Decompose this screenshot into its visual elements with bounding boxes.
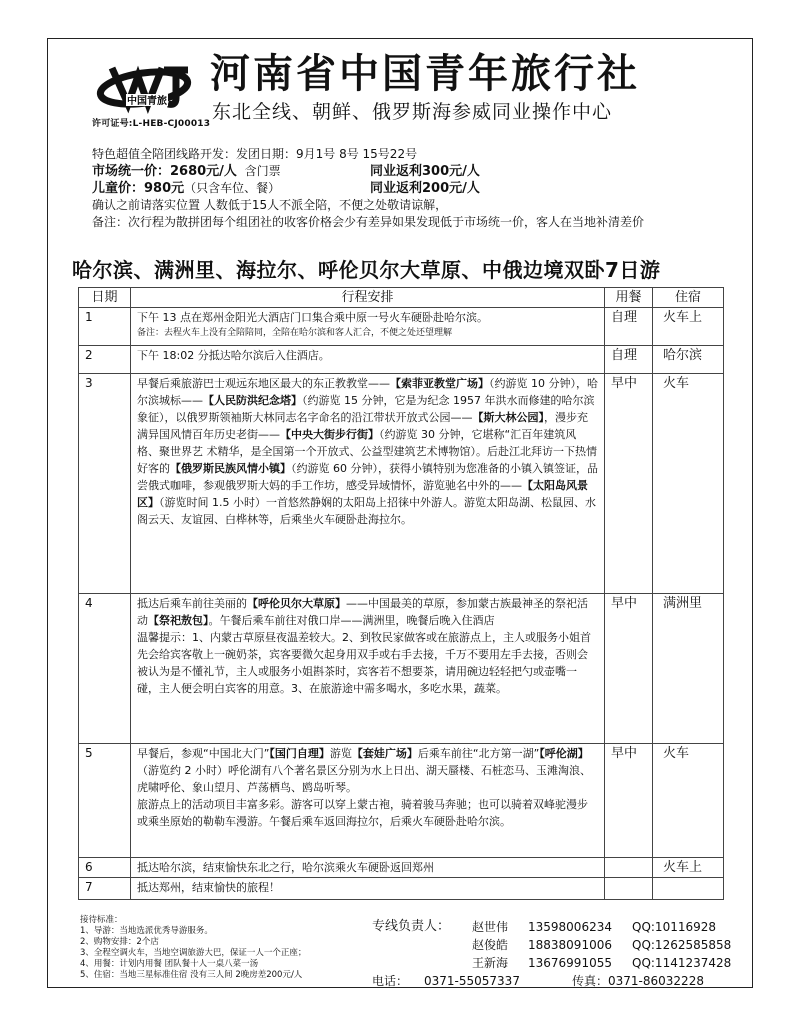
sight-russian-town: 【俄罗斯民族风情小镇】 <box>170 462 291 475</box>
day-note: 备注：去程火车上没有全陪陪同，全陪在哈尔滨和客人汇合，不便之处还望理解 <box>137 328 453 338</box>
company-logo <box>92 58 202 118</box>
day-meals <box>605 878 653 900</box>
tel-label: 电话： <box>372 974 409 988</box>
day-meals: 早中 <box>605 744 653 858</box>
day-lodging: 火车上 <box>653 858 724 878</box>
contact-qq: QQ:1141237428 <box>632 956 732 970</box>
sight-hulunbuir: 【呼伦贝尔大草原】 <box>247 597 346 610</box>
travel-tips: 温馨提示：1、内蒙古草原昼夜温差较大。2、到牧民家做客或在旅游点上，主人或服务小姐首先会给宾客敬上一碗奶茶，宾客要微欠起身用双手或右手去接，千万不要用左手去接，否则会被认为是不懂礼节，主人或服务小姐斟茶时，宾客若不想要茶，请用碗边轻轻把勺或壶嘴一碰，主人便会明白宾客的用意。3、在旅游途中需多喝水，多吃水果，蔬菜。 <box>137 631 591 695</box>
contact-phone: 13598006234 <box>528 920 612 934</box>
itinerary-table <box>78 287 724 900</box>
day-plan: 抵达郑州，结束愉快的旅程！ <box>131 878 605 900</box>
table-row <box>79 744 724 858</box>
day-plan: 抵达哈尔滨，结束愉快东北之行，哈尔滨乘火车硬卧返回郑州 <box>131 858 605 878</box>
service-meals: 4、用餐：计划内用餐 团队餐十人一桌八菜一汤 <box>80 959 259 969</box>
sight-stalin-park: 【斯大林公园】 <box>472 411 544 424</box>
day-lodging: 满洲里 <box>653 594 724 744</box>
adult-rebate: 同业返利300元/人 <box>370 164 480 179</box>
header-meals: 用餐 <box>605 288 653 308</box>
day-lodging: 哈尔滨 <box>653 346 724 374</box>
day-meals: 自理 <box>605 308 653 346</box>
service-guide: 1、导游：当地选派优秀导游服务。 <box>80 926 213 936</box>
day-meals: 早中 <box>605 374 653 594</box>
day-number: 7 <box>79 878 131 900</box>
contact-block <box>372 918 731 990</box>
service-standards <box>80 915 306 981</box>
departure-dates: 特色超值全陪团线路开发：发团日期：9月1号 8号 15号22号 <box>92 147 418 161</box>
day-meals: 早中 <box>605 594 653 744</box>
day-meals <box>605 858 653 878</box>
service-lodging: 5、住宿：当地三星标准住宿 没有三人间 2晚房差200元/人 <box>80 970 303 980</box>
license-number: 许可证号:L-HEB-CJ00013 <box>92 119 211 129</box>
day-plan: 下午 13 点在郑州金阳光大酒店门口集合乘中原一号火车硬卧赴哈尔滨。 备注：去程火车上没有全陪陪同，全陪在哈尔滨和客人汇合，不便之处还望理解 <box>131 308 605 346</box>
contact-name: 王新海 <box>472 956 509 970</box>
day-number: 5 <box>79 744 131 858</box>
contact-name: 赵俊皓 <box>472 938 509 952</box>
fax-label: 传真： <box>572 974 609 988</box>
header-date: 日期 <box>79 288 131 308</box>
sight-hulun-lake: 【呼伦湖】 <box>539 747 589 760</box>
day-lodging: 火车 <box>653 374 724 594</box>
fax-number: 0371-86032228 <box>608 974 704 988</box>
group-minimum-note: 确认之前请落实位置 人数低于15人不派全陪，不便之处敬请谅解， <box>92 198 448 212</box>
day-number: 4 <box>79 594 131 744</box>
contact-qq: QQ:10116928 <box>632 920 717 934</box>
adult-price: 市场统一价：2680元/人 <box>92 164 237 179</box>
service-shopping: 2、购物安排：2个店 <box>80 937 159 947</box>
tel-number: 0371-55057337 <box>424 974 520 988</box>
contact-phone: 13676991055 <box>528 956 612 970</box>
day-number: 1 <box>79 308 131 346</box>
contact-label: 专线负责人： <box>372 919 451 934</box>
company-subtitle: 东北全线、朝鲜、俄罗斯海参威同业操作中心 <box>212 101 613 123</box>
contact-qq: QQ:1262585858 <box>632 938 732 952</box>
child-rebate: 同业返利200元/人 <box>370 181 480 196</box>
day-lodging <box>653 878 724 900</box>
child-price-note: （只含车位、餐） <box>184 181 281 195</box>
route-title: 哈尔滨、满洲里、海拉尔、呼伦贝尔大草原、中俄边境双卧7日游 <box>72 258 661 282</box>
header-itinerary: 行程安排 <box>131 288 605 308</box>
day-number: 6 <box>79 858 131 878</box>
day-plan: 下午 18:02 分抵达哈尔滨后入住酒店。 <box>131 346 605 374</box>
price-remark: 备注：次行程为散拼团每个组团社的收客价格会少有差异如果发现低于市场统一价，客人在当地补清差价 <box>92 215 645 229</box>
day-number: 2 <box>79 346 131 374</box>
day-plan: 抵达后乘车前往美丽的【呼伦贝尔大草原】——中国最美的草原，参加蒙古族最神圣的祭祀活动【祭祀敖包】。午餐后乘车前往对俄口岸——满洲里，晚餐后晚入住酒店 温馨提示：1、内蒙古草原昼夜温差较大。2、到牧民家做客或在旅游点上，主人或服务小姐首先会给宾客敬上一碗奶茶，宾客要微欠起身用双手或右手去接，千万不要用左手去接，否则会被认为是不懂礼节，主人或服务小姐斟茶时，宾客若不想要茶，请用碗边轻轻把勺或壶嘴一碰，主人便会明白宾客的用意。3、在旅游途中需多喝水，多吃水果，蔬菜。 <box>131 594 605 744</box>
table-row <box>79 878 724 900</box>
sight-flood-tower: 【人民防洪纪念塔】 <box>203 394 302 407</box>
sight-sophia: 【索菲亚教堂广场】 <box>390 377 489 390</box>
company-name: 河南省中国青年旅行社 <box>210 51 640 97</box>
intro-block <box>92 146 752 231</box>
logo-text: 中国青旅 <box>127 96 167 107</box>
sight-national-gate: 【国门自理】 <box>269 747 330 760</box>
table-row <box>79 308 724 346</box>
header-lodging: 住宿 <box>653 288 724 308</box>
day-meals: 自理 <box>605 346 653 374</box>
day-lodging: 火车 <box>653 744 724 858</box>
service-title: 接待标准： <box>80 915 123 925</box>
sight-matryoshka-square: 【套娃广场】 <box>351 747 418 760</box>
table-row <box>79 594 724 744</box>
table-row <box>79 858 724 878</box>
adult-price-note: 含门票 <box>244 164 281 178</box>
child-price: 儿童价：980元 <box>92 181 185 196</box>
contact-name: 赵世伟 <box>472 920 509 934</box>
service-transport: 3、全程空调火车，当地空调旅游大巴，保证一人一个正座； <box>80 948 307 958</box>
day-plan: 早餐后，参观“中国北大门”【国门自理】游览【套娃广场】后乘车前往“北方第一湖”【呼伦湖】（游览约 2 小时）呼伦湖有八个著名景区分别为水上日出、湖天蜃楼、石桩恋马、玉滩淘浪、虎啸呼伦、象山望月、芦荡栖鸟、鸥岛听琴。 旅游点上的活动项目丰富多彩。游客可以穿上蒙古袍，骑着骏马奔驰；也可以骑着双峰驼漫步或乘坐原始的勒勒车漫游。午餐后乘车返回海拉尔，后乘火车硬卧赴哈尔滨。 <box>131 744 605 858</box>
table-row <box>79 374 724 594</box>
sight-sun-island: 【太阳岛风景区】 <box>137 479 588 509</box>
day-plan: 早餐后乘旅游巴士观远东地区最大的东正教教堂——【索菲亚教堂广场】（约游览 10 分钟），哈尔滨城标——【人民防洪纪念塔】（约游览 15 分钟，它是为纪念 1957 年洪水而修建的哈尔滨象征），以俄罗斯领袖斯大林同志名字命名的沿江带状开放式公园——【斯大林公园】，漫步充满异国风情百年历史老街——【中央大街步行街】（约游览 30 分钟，它堪称“汇百年建筑风格、聚世界艺 术精华，是全国第一个开放式、公益型建筑艺术博物馆）。后赴江北拜访一下热情好客的【俄罗斯民族风情小镇】（约游览 60 分钟），获得小镇特别为您准备的小镇入镇签证，品尝俄式咖啡，参观俄罗斯大妈的手工作坊，感受异域情怀，游览驰名中外的——【太阳岛风景区】（游览时间 1.5 小时）一首悠然静娴的太阳岛上招徕中外游人。游览太阳岛湖、松鼠园、水阁云天、友谊园、白桦林等，后乘坐火车硬卧赴海拉尔。 <box>131 374 605 594</box>
sight-central-street: 【中央大街步行街】 <box>280 428 379 441</box>
sight-aobao: 【祭祀敖包】 <box>148 614 209 627</box>
table-row <box>79 346 724 374</box>
table-header-row <box>79 288 724 308</box>
day-number: 3 <box>79 374 131 594</box>
contact-phone: 18838091006 <box>528 938 612 952</box>
day-lodging: 火车上 <box>653 308 724 346</box>
